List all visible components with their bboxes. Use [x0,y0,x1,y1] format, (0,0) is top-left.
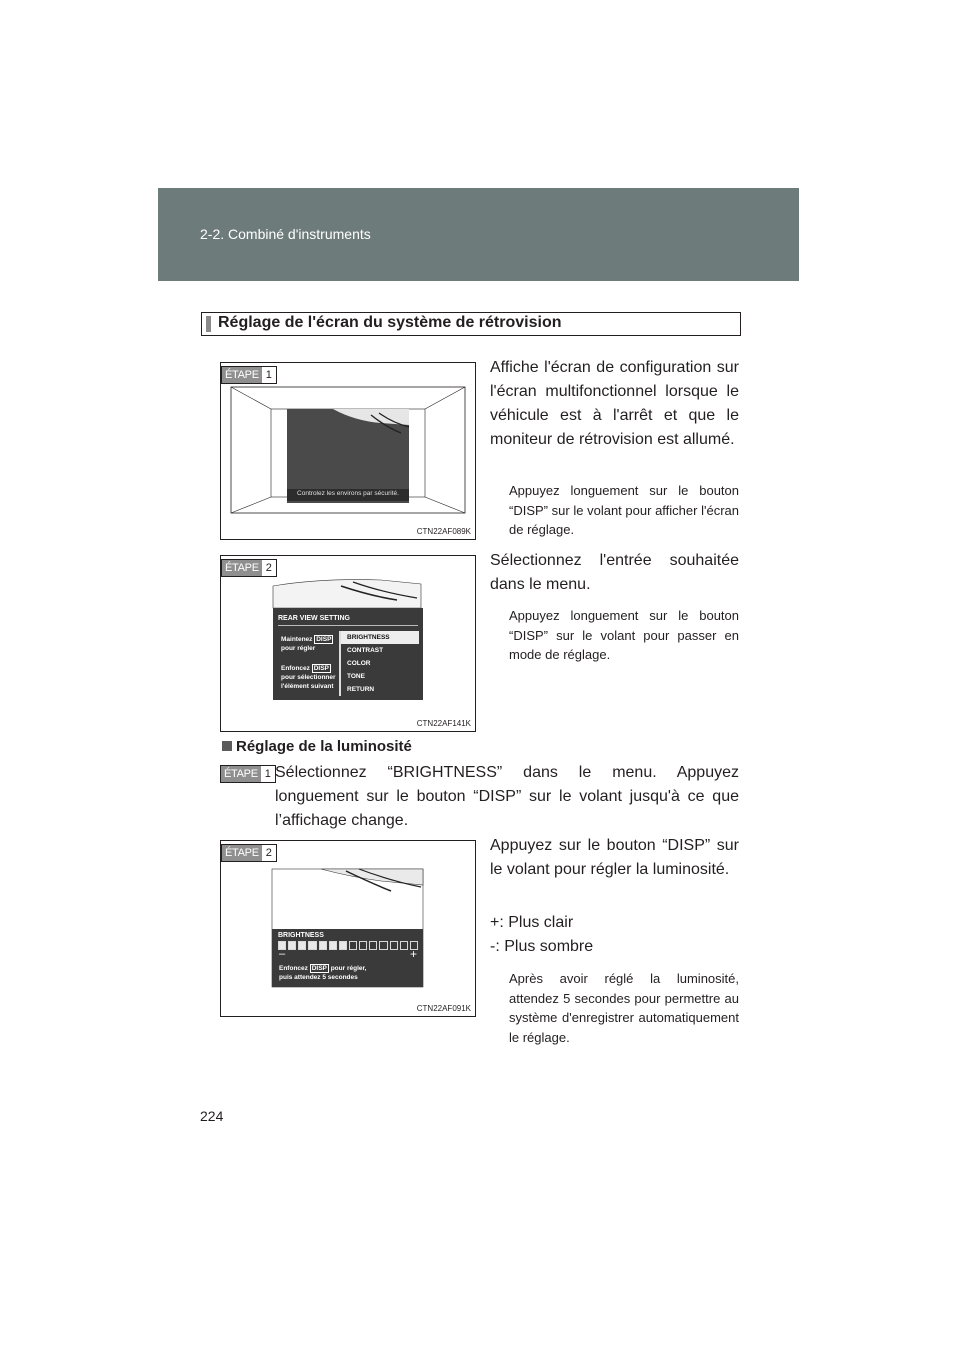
minus-line: -: Plus sombre [490,938,594,955]
screen-caption: Controlez les environs par sécurité. [297,490,399,497]
figure-step-1 [220,362,476,540]
press-instruction [281,664,336,691]
menu-item-label: BRIGHTNESS [347,634,390,641]
luminosity-heading [222,738,412,755]
hold-text: Maintenez [281,636,313,643]
menu-item-label: CONTRAST [347,647,384,654]
hold-text-2: pour régler [281,645,316,652]
menu-item-brightness[interactable] [339,631,419,644]
step-tag [220,765,276,783]
brightness-segment [359,941,367,950]
disp-button-label: DISP [311,965,327,972]
figure-code: CTN22AF141K [416,719,471,728]
menu-item-label: COLOR [347,660,371,667]
luminosity-title: Réglage de la luminosité [236,738,412,755]
brightness-segment [298,941,306,950]
brightness-minus: – [279,948,286,960]
rear-view-settings-screen [273,608,423,700]
brightness-segment [379,941,387,950]
section-title: Réglage de l'écran du système de rétrovision [218,314,562,331]
step1-note: Appuyez longuement sur le bouton “DISP” sur le volant pour afficher l'écran de réglage. [509,483,739,537]
brightness-segment [349,941,357,950]
figure-code: CTN22AF091K [416,1004,471,1013]
figure-code: CTN22AF089K [416,527,471,536]
brightness-segment [308,941,316,950]
disp-button-label: DISP [316,636,332,643]
disp-button-label: DISP [313,665,329,672]
breadcrumb: 2-2. Combiné d'instruments [200,226,371,242]
press-text-2: pour sélectionner [281,674,336,681]
luminosity-step1-text: Sélectionnez “BRIGHTNESS” dans le menu. Appuyez longuement sur le bouton “DISP” sur le volant jusqu'à ce que l’affichage change. [275,764,739,829]
step2-note: Appuyez longuement sur le bouton “DISP” sur le volant pour passer en mode de réglage. [509,608,739,662]
step-tag-number: 2 [265,562,272,574]
screen-illustration [221,363,475,539]
brightness-plus: + [409,947,417,961]
figure-step-2 [220,555,476,732]
menu-title: REAR VIEW SETTING [278,615,350,622]
brightness-segment [369,941,377,950]
menu-item-color[interactable] [339,657,419,670]
step-tag-number: 1 [265,369,272,381]
press-text: Enfoncez [281,665,310,672]
step-tag-number: 2 [265,847,272,859]
page-number: 224 [200,1108,224,1124]
menu-list [339,631,419,696]
section-marker [206,316,211,332]
instruction-text: pour régler, [330,965,367,972]
brightness-instruction [279,964,366,982]
heading-square-icon [222,741,232,751]
menu-item-tone[interactable] [339,670,419,683]
brightness-level-bar[interactable] [278,941,418,949]
brightness-segment [339,941,347,950]
plus-line: +: Plus clair [490,914,574,931]
brightness-segment [400,941,408,950]
step-tag-label: ÉTAPE [221,766,261,782]
step-tag-number: 1 [264,768,271,780]
step1-description: Affiche l'écran de configuration sur l'écran multifonctionnel lorsque le véhicule est à l'arrêt et que le moniteur de rétrovision est allumé. [490,359,739,448]
step2-brightness-description: Appuyez sur le bouton “DISP” sur le volant pour régler la luminosité. [490,837,739,878]
instruction-text: Enfoncez [279,965,308,972]
press-text-3: l'élément suivant [281,683,334,690]
menu-item-contrast[interactable] [339,644,419,657]
brightness-title: BRIGHTNESS [278,932,324,939]
step-tag-label: ÉTAPE [222,367,262,383]
section-header [201,312,741,336]
menu-title-rule [278,625,418,626]
step2-description: Sélectionnez l'entrée souhaitée dans le menu. [490,552,739,593]
brightness-panel [272,929,423,987]
step-tag-label: ÉTAPE [222,845,262,861]
brightness-segment [288,941,296,950]
step-tag-label: ÉTAPE [222,560,262,576]
instruction-text-2: puis attendez 5 secondes [279,974,358,981]
brightness-segment [329,941,337,950]
hold-instruction [281,635,333,653]
brightness-segment [319,941,327,950]
menu-item-return[interactable] [339,683,419,696]
figure-step-2-brightness [220,840,476,1017]
menu-item-label: RETURN [347,686,375,693]
menu-item-label: TONE [347,673,365,680]
step2-brightness-note: Après avoir réglé la luminosité, attendez 5 secondes pour permettre au système d'enregistrer automatiquement le réglage. [509,971,739,1045]
brightness-segment [390,941,398,950]
